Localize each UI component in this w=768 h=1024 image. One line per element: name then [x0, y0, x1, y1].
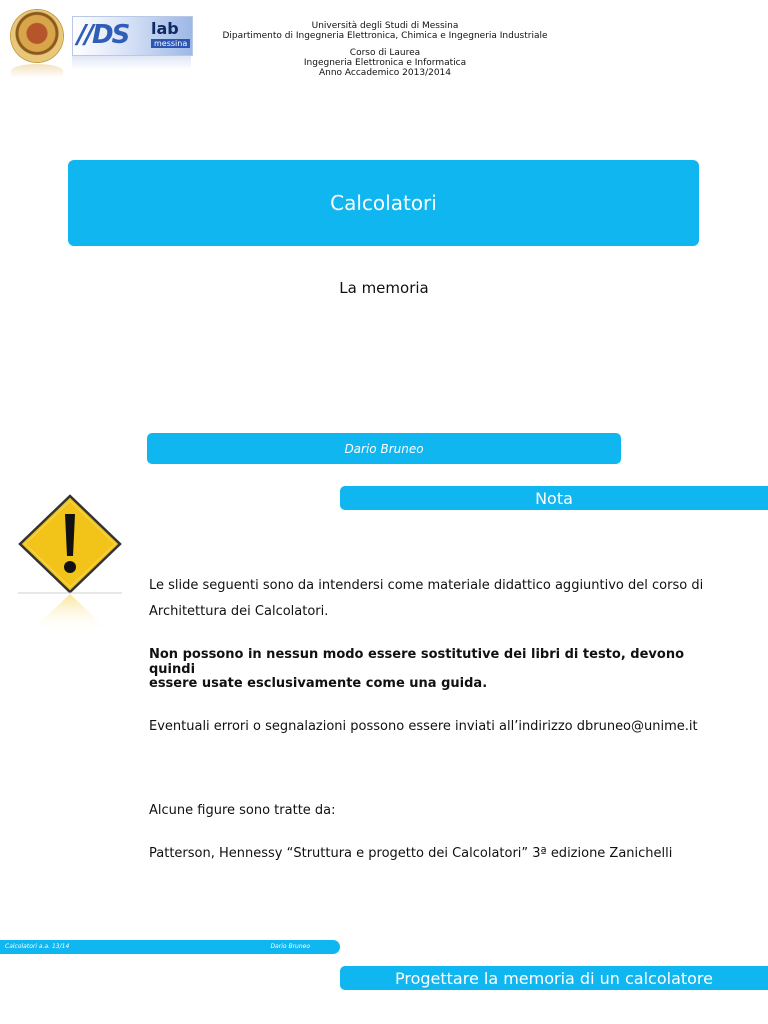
mdslab-logo-reflection: [72, 56, 191, 70]
note-bold-line-2: essere usate esclusivamente come una guida.: [149, 676, 488, 691]
slide-title: Calcolatori: [330, 191, 437, 215]
course-name: Ingegneria Elettronica e Informatica: [303, 58, 467, 68]
note-heading-bar: [340, 486, 768, 510]
footer-course: Calcolatori a.a. 13/14: [5, 943, 70, 950]
author-bar: [147, 433, 621, 464]
title-banner: [68, 160, 699, 246]
next-slide-heading: Progettare la memoria di un calcolatore: [394, 968, 713, 988]
figures-intro: Alcune figure sono tratte da:: [149, 803, 336, 818]
university-name: Università degli Studi di Messina: [311, 21, 459, 31]
course-label: Corso di Laurea: [349, 48, 421, 58]
mdslab-logo: [72, 16, 193, 56]
note-heading: Nota: [535, 488, 573, 508]
footer-author: Dario Bruneo: [270, 943, 310, 950]
mdslab-logo-mark: //DS: [77, 20, 129, 50]
footer-bar: [0, 940, 340, 954]
department-name: Dipartimento di Ingegneria Elettronica, Chimica e Ingegneria Industriale: [222, 31, 548, 41]
next-slide-heading-bar: [340, 966, 768, 990]
slide-subtitle: La memoria: [339, 279, 429, 297]
university-seal-reflection: [11, 64, 63, 78]
header-info: [210, 21, 560, 78]
note-line-2: Architettura dei Calcolatori.: [149, 604, 329, 619]
mdslab-logo-lab: lab: [151, 19, 179, 38]
reference-line: Patterson, Hennessy “Struttura e progetto dei Calcolatori” 3ª edizione Zanichelli: [149, 846, 673, 861]
university-seal-logo: [11, 10, 63, 62]
mdslab-logo-city: messina: [151, 39, 190, 48]
warning-icon: [18, 494, 122, 634]
note-line-1: Le slide seguenti sono da intendersi come materiale didattico aggiuntivo del corso di: [149, 578, 704, 593]
contact-line: Eventuali errori o segnalazioni possono essere inviati all’indirizzo dbruneo@unime.it: [149, 719, 698, 734]
academic-year: Anno Accademico 2013/2014: [318, 68, 452, 78]
author-name: Dario Bruneo: [344, 441, 424, 456]
note-bold-line-1: Non possono in nessun modo essere sostitutive dei libri di testo, devono quindi: [149, 647, 684, 677]
